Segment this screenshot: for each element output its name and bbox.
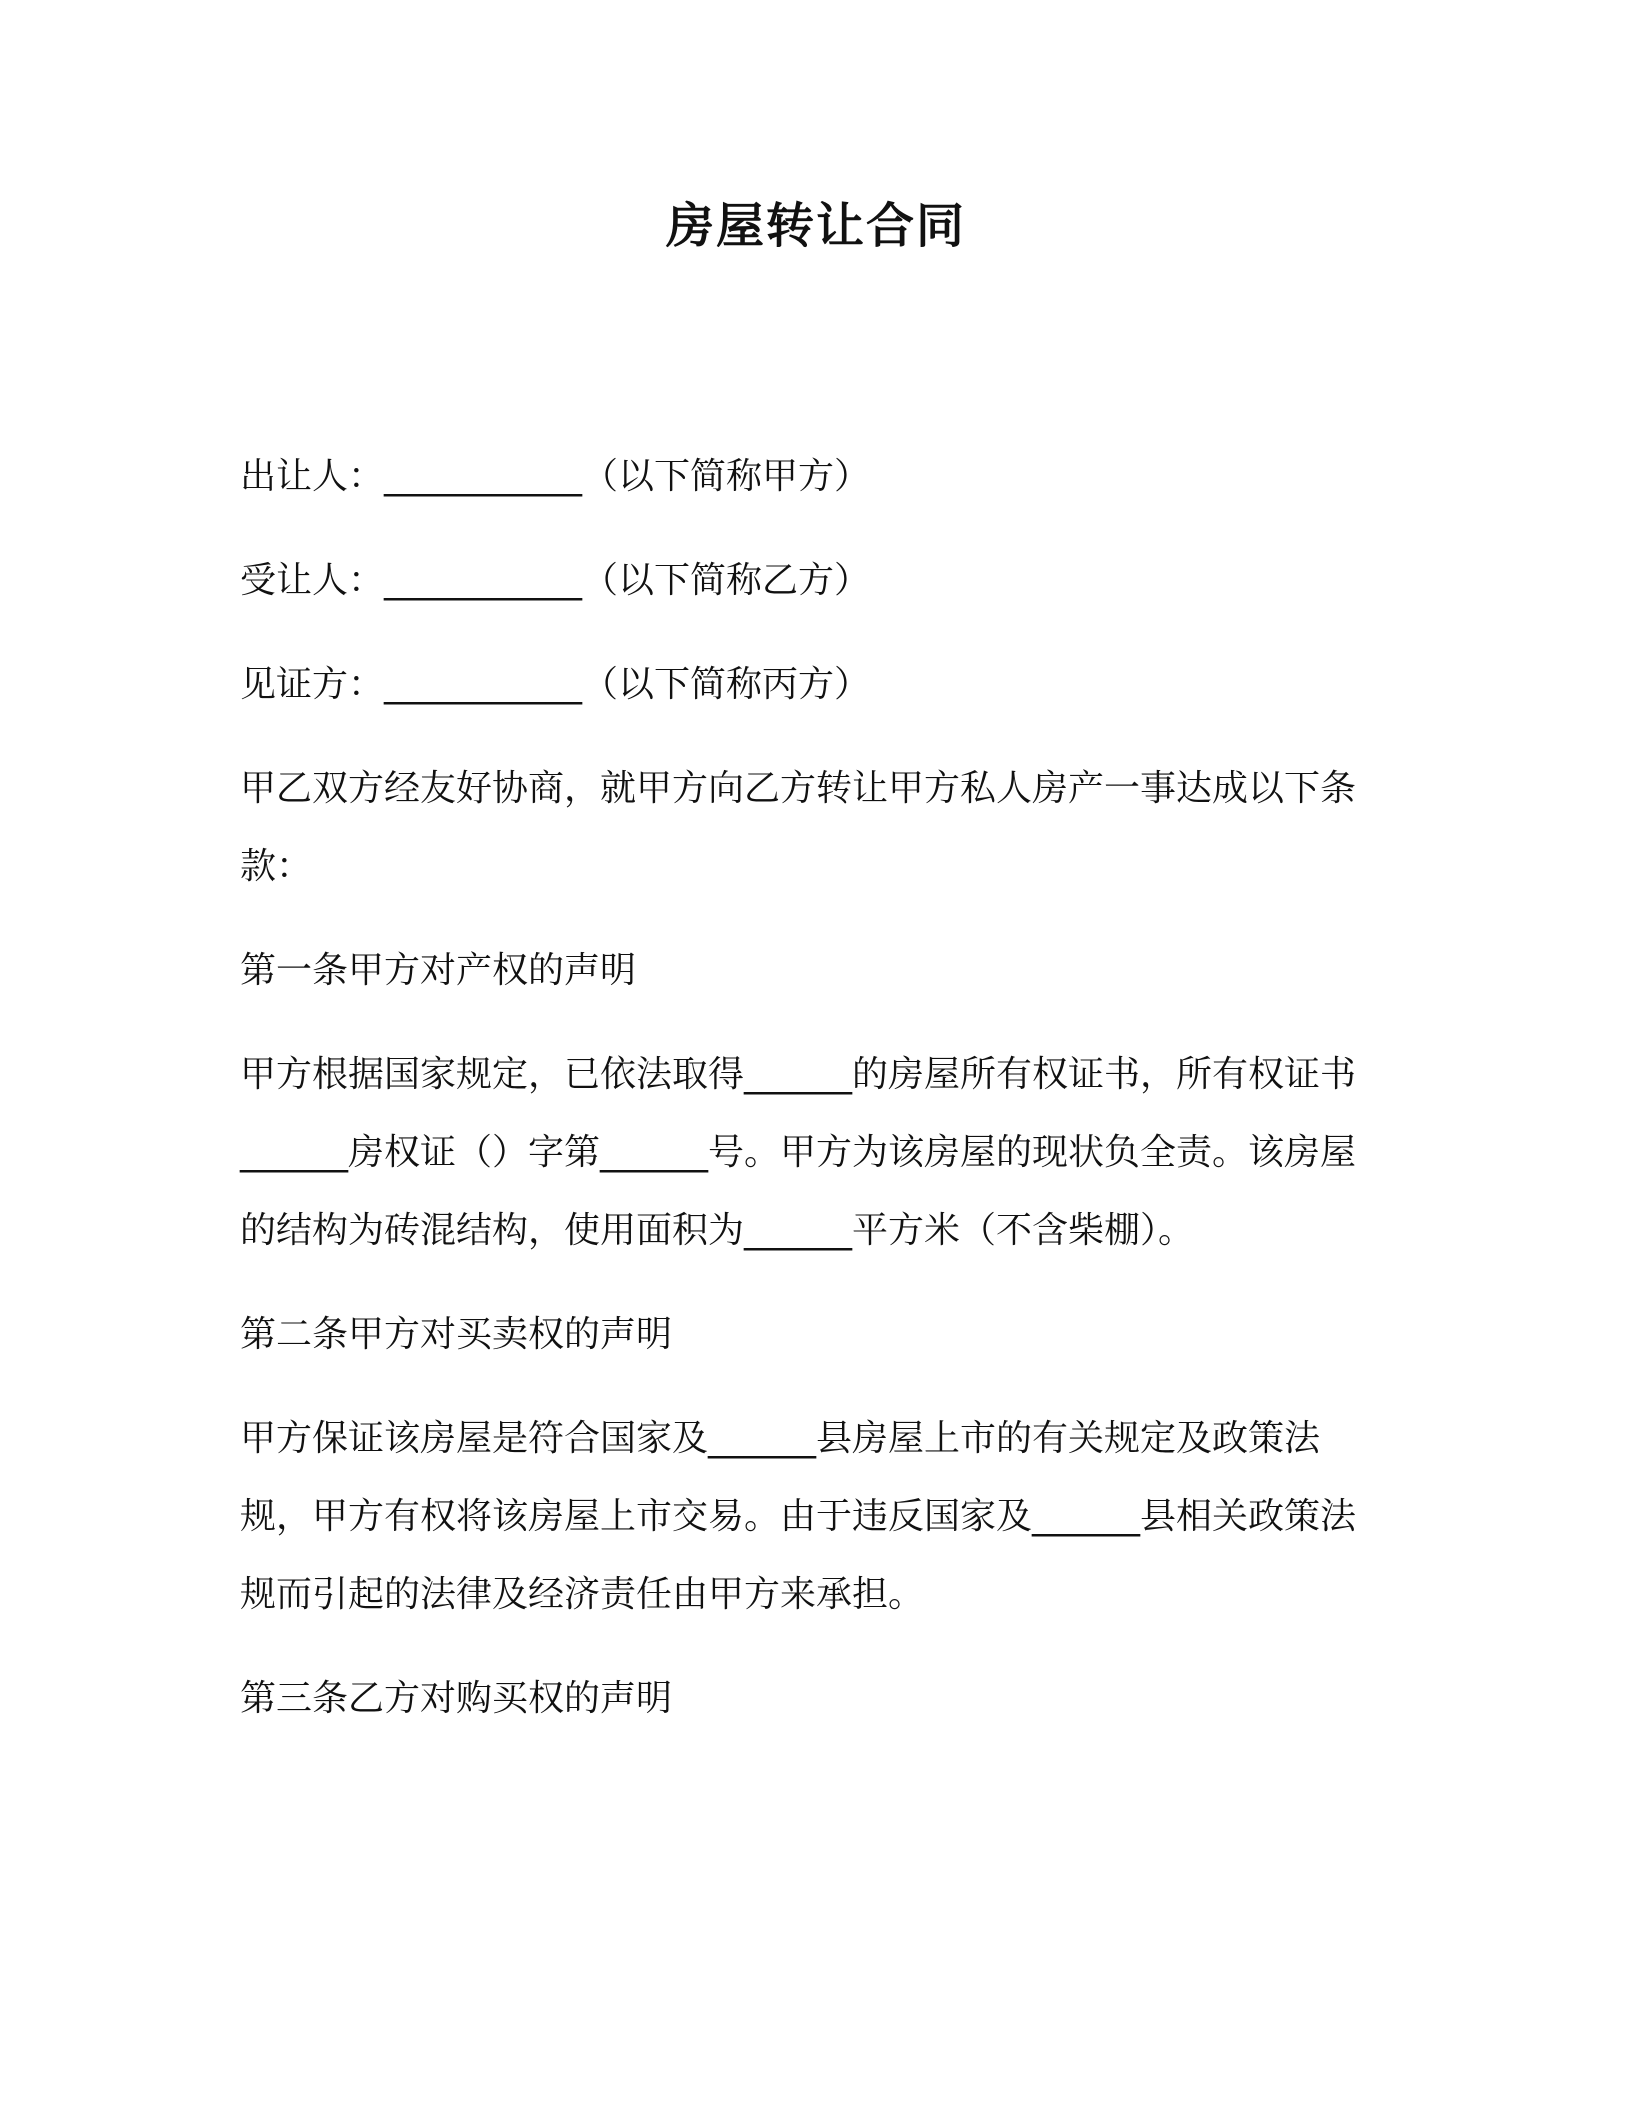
party-witness: 见证方：___________（以下简称丙方）	[240, 664, 871, 705]
document-title: 房屋转让合同	[665, 198, 966, 254]
article-1-body: 甲方根据国家规定，已依法取得______的房屋所有权证书，所有权证书______房权证（）字第______号。甲方为该房屋的现状负全责。该房屋的结构为砖混结构，使用面积为______平方米（不含柴棚）。	[240, 1054, 1357, 1251]
document-body	[240, 438, 1390, 1764]
article-3-heading: 第三条乙方对购买权的声明	[240, 1678, 673, 1719]
intro-paragraph: 甲乙双方经友好协商，就甲方向乙方转让甲方私人房产一事达成以下条款：	[240, 768, 1357, 887]
article-2-body: 甲方保证该房屋是符合国家及______县房屋上市的有关规定及政策法规，甲方有权将该房屋上市交易。由于违反国家及______县相关政策法规而引起的法律及经济责任由甲方来承担。	[240, 1418, 1357, 1615]
party-transferor: 出让人：___________（以下简称甲方）	[240, 456, 871, 497]
article-1-heading: 第一条甲方对产权的声明	[240, 950, 637, 991]
article-2-heading: 第二条甲方对买卖权的声明	[240, 1314, 673, 1355]
party-transferee: 受让人：___________（以下简称乙方）	[240, 560, 871, 601]
